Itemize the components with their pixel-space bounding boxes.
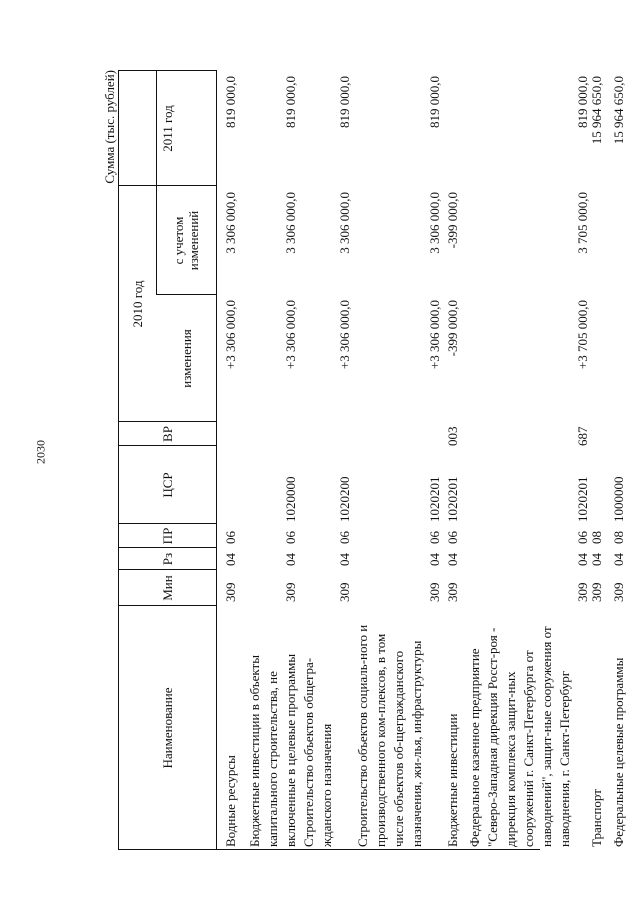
header-2010: 2010 год <box>129 280 145 328</box>
header-pr: ПР <box>159 527 175 545</box>
row-name: Строительство объектов общегра-жданского назначения <box>301 657 334 847</box>
page-number: 2030 <box>33 440 48 464</box>
row-min: 309 <box>445 582 460 602</box>
row-name: Бюджетные инвестиции в объекты капитального строительства, не включенные в целевые программы <box>247 653 298 847</box>
row-csr: 1020200 <box>337 476 352 522</box>
row-changes: +3 306 000,0 <box>223 300 238 370</box>
row-rz: 04 <box>575 553 590 566</box>
row-csr: 1020201 <box>575 476 590 522</box>
row-with-changes: 3 306 000,0 <box>223 192 238 254</box>
row-csr: 1000000 <box>611 476 626 522</box>
row-changes: -399 000,0 <box>445 300 460 357</box>
row-with-changes: 3 705 000,0 <box>575 192 590 254</box>
row-y2011: 819 000,0 <box>283 76 298 128</box>
row-with-changes: 3 306 000,0 <box>283 192 298 254</box>
row-csr: 1020201 <box>445 476 460 522</box>
row-y2011: 819 000,0 <box>337 76 352 128</box>
budget-table-sheet <box>96 70 626 850</box>
row-min: 309 <box>575 582 590 602</box>
row-pr: 06 <box>427 531 442 544</box>
row-changes: +3 306 000,0 <box>283 300 298 370</box>
header-rz: Рз <box>159 552 175 566</box>
row-rz: 04 <box>223 553 238 566</box>
row-pr: 06 <box>337 531 352 544</box>
row-csr: 1020201 <box>427 476 442 522</box>
row-changes: +3 306 000,0 <box>427 300 442 370</box>
row-y2011: 819 000,0 <box>427 76 442 128</box>
row-vr: 687 <box>575 426 590 446</box>
row-name: Федеральное казенное предприятие "Северо-Западная дирекция Росст-роя - дирекция комплекса защит-ных сооружений г. Санкт-Петербурга от наводнений", защит-ные сооружения от наводнения, г. Санкт-Петербург <box>467 626 572 847</box>
row-vr: 003 <box>445 426 460 446</box>
row-rz: 04 <box>611 553 626 566</box>
header-vr: ВР <box>159 426 175 442</box>
row-rz: 04 <box>337 553 352 566</box>
row-csr: 1020000 <box>283 476 298 522</box>
row-with-changes: 3 306 000,0 <box>337 192 352 254</box>
row-pr: 08 <box>589 531 604 544</box>
header-csr: ЦСР <box>159 472 175 498</box>
row-y2011: 15 964 650,0 <box>611 76 626 145</box>
row-name: Федеральные целевые программы <box>611 657 626 847</box>
row-y2011: 15 964 650,0 <box>589 76 604 145</box>
row-pr: 06 <box>575 531 590 544</box>
header-name: Наименование <box>159 687 175 769</box>
row-rz: 04 <box>589 553 604 566</box>
row-min: 309 <box>337 582 352 602</box>
header-divider-bottom <box>216 70 217 850</box>
row-pr: 08 <box>611 531 626 544</box>
header-2011: 2011 год <box>159 105 175 152</box>
row-min: 309 <box>589 582 604 602</box>
row-min: 309 <box>283 582 298 602</box>
budget-table <box>118 70 626 850</box>
header-with-changes: с учетом изменений <box>171 210 201 271</box>
row-with-changes: 3 306 000,0 <box>427 192 442 254</box>
row-pr: 06 <box>445 531 460 544</box>
row-changes: +3 705 000,0 <box>575 300 590 370</box>
row-min: 309 <box>223 582 238 602</box>
row-name: Водные ресурсы <box>223 755 238 847</box>
row-name: Бюджетные инвестиции <box>445 713 460 847</box>
row-min: 309 <box>427 582 442 602</box>
row-changes: +3 306 000,0 <box>337 300 352 370</box>
row-name: Строительство объектов социаль-ного и производственного ком-плексов, в том числе объектов об-щегражданского назначения, жи-лья, инфраструктуры <box>355 624 424 847</box>
unit-caption: Сумма (тыс. рублей) <box>102 70 117 184</box>
header-min: Мин <box>159 575 175 601</box>
header-changes: изменения <box>178 329 194 388</box>
row-name: Транспорт <box>589 789 604 847</box>
row-rz: 04 <box>427 553 442 566</box>
row-min: 309 <box>611 582 626 602</box>
row-pr: 06 <box>223 531 238 544</box>
row-rz: 04 <box>283 553 298 566</box>
row-pr: 06 <box>283 531 298 544</box>
row-y2011: 819 000,0 <box>223 76 238 128</box>
row-rz: 04 <box>445 553 460 566</box>
row-y2011: 819 000,0 <box>575 76 590 128</box>
row-with-changes: -399 000,0 <box>445 192 460 249</box>
